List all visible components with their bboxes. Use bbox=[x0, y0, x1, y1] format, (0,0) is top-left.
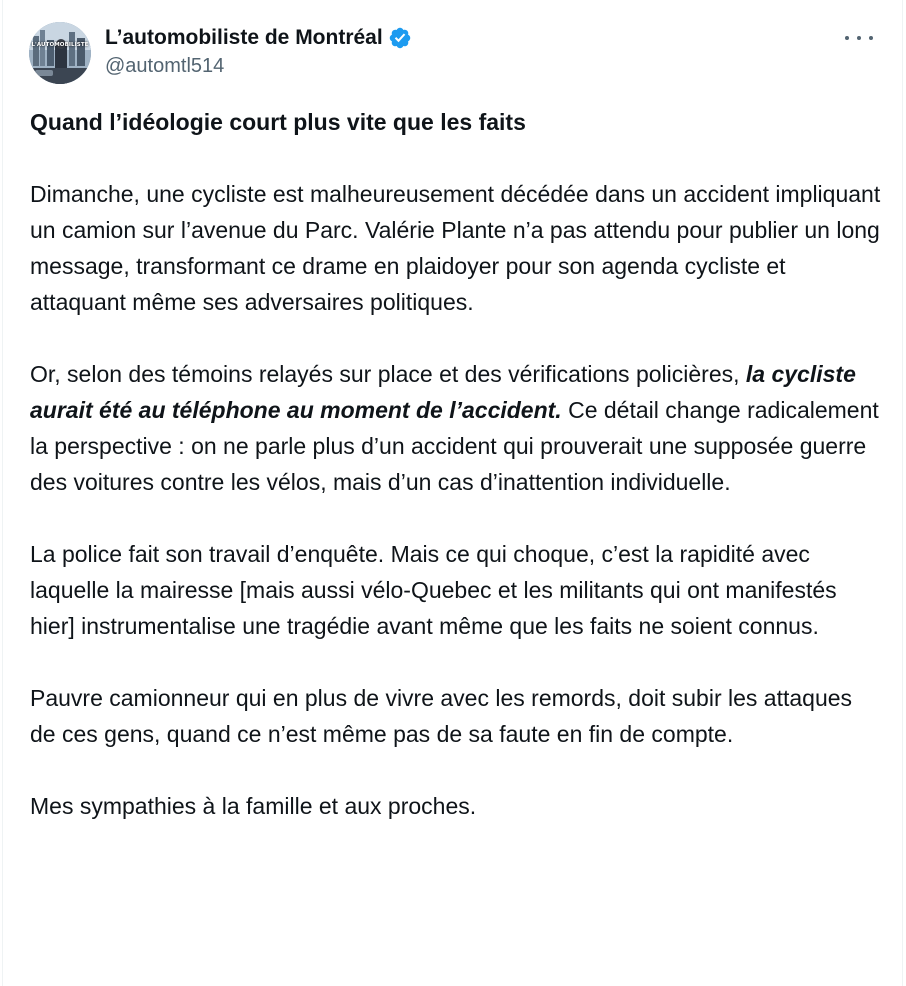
paragraph-2 bbox=[30, 356, 882, 500]
more-dot-icon bbox=[869, 36, 873, 40]
avatar[interactable] bbox=[29, 22, 91, 84]
tweet-body bbox=[30, 104, 882, 860]
avatar-image bbox=[29, 22, 91, 84]
paragraph-3: La police fait son travail d’enquête. Mais ce qui choque, c’est la rapidité avec laquelle la mairesse [mais aussi vélo-Quebec et les militants qui ont manifestés hier] instrumentalise une tragédie avant même que les faits ne soient connus. bbox=[30, 541, 837, 639]
verified-badge-icon[interactable] bbox=[388, 26, 412, 50]
tweet-card bbox=[2, 0, 903, 986]
display-name[interactable]: L’automobiliste de Montréal bbox=[105, 26, 383, 49]
author-handle[interactable]: @automtl514 bbox=[105, 55, 225, 77]
paragraph-1: Dimanche, une cycliste est malheureusement décédée dans un accident impliquant un camion sur l’avenue du Parc. Valérie Plante n’a pas attendu pour publier un long message, transformant ce drame en plaidoyer pour son agenda cycliste et attaquant même ses adversaires politiques. bbox=[30, 181, 881, 315]
author-names bbox=[105, 25, 412, 79]
paragraph-5: Mes sympathies à la famille et aux proches. bbox=[30, 793, 477, 819]
paragraph-4: Pauvre camionneur qui en plus de vivre avec les remords, doit subir les attaques de ces gens, quand ce n’est même pas de sa faute en fin de compte. bbox=[30, 685, 853, 747]
more-options-button[interactable] bbox=[845, 28, 873, 48]
paragraph-2-end: Ce détail change radicalement la perspective : on ne parle plus d’un accident qui prouverait une supposée guerre des voitures contre les vélos, mais d’un cas d’inattention individuelle. bbox=[30, 397, 879, 495]
more-dot-icon bbox=[845, 36, 849, 40]
tweet-header bbox=[29, 22, 879, 84]
paragraph-2-emphasis: la cycliste aurait été au téléphone au moment de l’accident. bbox=[30, 361, 856, 423]
display-name-row bbox=[105, 25, 412, 51]
avatar-text: L'AUTOMOBILISTE bbox=[31, 42, 89, 48]
paragraph-2-start: Or, selon des témoins relayés sur place et des vérifications policières, bbox=[30, 361, 746, 387]
tweet-title: Quand l’idéologie court plus vite que les faits bbox=[30, 109, 526, 135]
more-dot-icon bbox=[857, 36, 861, 40]
